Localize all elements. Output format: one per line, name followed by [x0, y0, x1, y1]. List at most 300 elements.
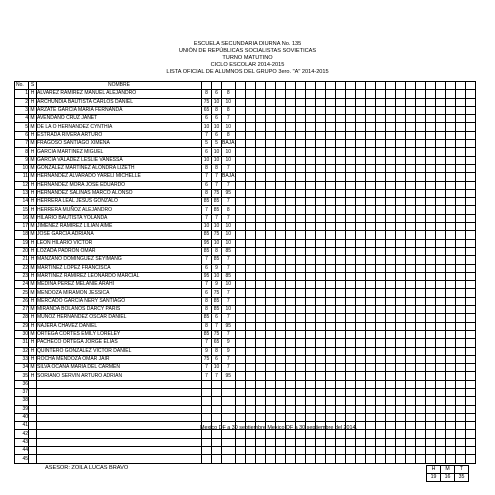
empty-cell [365, 405, 375, 413]
empty-cell [325, 173, 335, 181]
empty-cell [345, 214, 355, 222]
empty-cell [345, 364, 355, 372]
empty-cell [325, 247, 335, 255]
empty-cell [395, 339, 405, 347]
empty-cell [435, 164, 445, 172]
row-grade-3: 9 [222, 339, 236, 347]
empty-cell [355, 148, 365, 156]
table-row [15, 148, 476, 156]
empty-cell [345, 297, 355, 305]
empty-cell [255, 247, 265, 255]
table-row [15, 106, 476, 114]
empty-cell [315, 231, 325, 239]
empty-cell [345, 223, 355, 231]
row-sex: H [29, 297, 37, 305]
empty-cell [285, 347, 295, 355]
empty-cell [275, 98, 285, 106]
empty-cell [365, 397, 375, 405]
empty-cell [325, 447, 335, 455]
empty-cell [345, 430, 355, 438]
empty-cell [305, 140, 315, 148]
row-grade-3: 95 [222, 189, 236, 197]
empty-cell [465, 281, 475, 289]
table-row [15, 289, 476, 297]
empty-cell [415, 455, 425, 463]
row-grade-2: 7 [212, 322, 222, 330]
row-number: 45 [15, 455, 29, 463]
row-sex [29, 430, 37, 438]
table-row [15, 330, 476, 338]
empty-cell [365, 380, 375, 388]
empty-cell [375, 106, 385, 114]
empty-cell [355, 339, 365, 347]
empty-cell [395, 380, 405, 388]
empty-cell [305, 131, 315, 139]
empty-cell [285, 314, 295, 322]
empty-cell [425, 198, 435, 206]
empty-cell [355, 131, 365, 139]
empty-cell [265, 156, 275, 164]
empty-cell [355, 206, 365, 214]
empty-cell [305, 388, 315, 396]
empty-cell [385, 206, 395, 214]
table-row [15, 181, 476, 189]
empty-cell [295, 198, 305, 206]
header-empty-cell [245, 82, 255, 90]
empty-cell [315, 430, 325, 438]
table-row [15, 364, 476, 372]
empty-cell [245, 123, 255, 131]
table-row [15, 239, 476, 247]
empty-cell [295, 272, 305, 280]
empty-cell [295, 405, 305, 413]
empty-cell [235, 347, 245, 355]
row-student-name [37, 422, 202, 430]
table-row [15, 297, 476, 305]
empty-cell [375, 256, 385, 264]
empty-cell [275, 380, 285, 388]
empty-cell [335, 98, 345, 106]
empty-cell [285, 330, 295, 338]
empty-cell [375, 339, 385, 347]
empty-cell [465, 297, 475, 305]
row-student-name: LOZADA PADRON OMAR [37, 247, 202, 255]
empty-cell [275, 339, 285, 347]
empty-cell [255, 256, 265, 264]
empty-cell [365, 156, 375, 164]
empty-cell [305, 455, 315, 463]
empty-cell [335, 413, 345, 421]
empty-cell [415, 189, 425, 197]
empty-cell [295, 98, 305, 106]
empty-cell [295, 140, 305, 148]
empty-cell [415, 98, 425, 106]
empty-cell [405, 339, 415, 347]
empty-cell [325, 164, 335, 172]
row-grade-2: 75 [212, 330, 222, 338]
empty-cell [375, 140, 385, 148]
empty-cell [415, 322, 425, 330]
empty-cell [245, 247, 255, 255]
empty-cell [255, 447, 265, 455]
empty-cell [315, 214, 325, 222]
empty-cell [255, 173, 265, 181]
empty-cell [445, 347, 455, 355]
row-grade-3: BAJA [222, 173, 235, 180]
empty-cell [445, 98, 455, 106]
empty-cell [245, 289, 255, 297]
empty-cell [465, 438, 475, 446]
empty-cell [435, 422, 445, 430]
empty-cell [405, 322, 415, 330]
row-grade-1: 85 [202, 247, 212, 255]
empty-cell [465, 322, 475, 330]
empty-cell [255, 148, 265, 156]
table-row [15, 322, 476, 330]
empty-cell [315, 164, 325, 172]
empty-cell [455, 355, 465, 363]
empty-cell [425, 422, 435, 430]
empty-cell [435, 264, 445, 272]
empty-cell [375, 173, 385, 181]
row-number: 23 [15, 272, 29, 280]
empty-cell [465, 115, 475, 123]
empty-cell [455, 413, 465, 421]
empty-cell [435, 247, 445, 255]
empty-cell [405, 256, 415, 264]
empty-cell [435, 206, 445, 214]
empty-cell [455, 123, 465, 131]
header-empty-cell [415, 82, 425, 90]
empty-cell [415, 106, 425, 114]
empty-cell [285, 198, 295, 206]
empty-cell [445, 239, 455, 247]
empty-cell [315, 405, 325, 413]
row-sex: H [29, 372, 37, 380]
empty-cell [265, 397, 275, 405]
row-student-name [37, 413, 202, 421]
empty-cell [345, 355, 355, 363]
empty-cell [455, 322, 465, 330]
empty-cell [285, 140, 295, 148]
empty-cell [385, 364, 395, 372]
empty-cell [335, 289, 345, 297]
row-grade-2 [212, 397, 222, 405]
row-number: 30 [15, 330, 29, 338]
totals-value-row [427, 474, 469, 482]
empty-cell [435, 256, 445, 264]
empty-cell [295, 239, 305, 247]
empty-cell [265, 297, 275, 305]
totals-header-t: T [455, 466, 469, 474]
row-number: 40 [15, 413, 29, 421]
empty-cell [445, 339, 455, 347]
empty-cell [345, 413, 355, 421]
empty-cell [335, 405, 345, 413]
row-grade-2: 7 [212, 214, 222, 222]
empty-cell [385, 123, 395, 131]
empty-cell [445, 247, 455, 255]
empty-cell [235, 106, 245, 114]
empty-cell [335, 447, 345, 455]
row-grade-2: 7 [212, 181, 222, 189]
empty-cell [295, 322, 305, 330]
empty-cell [425, 123, 435, 131]
empty-cell [235, 405, 245, 413]
empty-cell [395, 306, 405, 314]
row-number: 3 [15, 106, 29, 114]
row-number: 25 [15, 289, 29, 297]
empty-cell [265, 306, 275, 314]
empty-cell [315, 413, 325, 421]
empty-cell [335, 123, 345, 131]
empty-cell [325, 413, 335, 421]
empty-cell [405, 364, 415, 372]
empty-cell [375, 422, 385, 430]
empty-cell [275, 388, 285, 396]
empty-cell [445, 380, 455, 388]
empty-cell [395, 347, 405, 355]
header-empty-cell [315, 82, 325, 90]
empty-cell [235, 413, 245, 421]
empty-cell [235, 388, 245, 396]
empty-cell [445, 438, 455, 446]
empty-cell [285, 388, 295, 396]
empty-cell [385, 148, 395, 156]
empty-cell [445, 214, 455, 222]
empty-cell [265, 140, 275, 148]
empty-cell [365, 148, 375, 156]
row-grade-2 [212, 405, 222, 413]
empty-cell [275, 314, 285, 322]
empty-cell [375, 289, 385, 297]
empty-cell [415, 330, 425, 338]
table-row [15, 115, 476, 123]
empty-cell [385, 297, 395, 305]
empty-cell [345, 231, 355, 239]
empty-cell [425, 247, 435, 255]
empty-cell [315, 223, 325, 231]
empty-cell [425, 455, 435, 463]
empty-cell [365, 281, 375, 289]
empty-cell [445, 322, 455, 330]
header-empty-cell [325, 82, 335, 90]
row-sex [29, 397, 37, 405]
empty-cell [255, 272, 265, 280]
empty-cell [435, 297, 445, 305]
empty-cell [425, 148, 435, 156]
empty-cell [235, 430, 245, 438]
empty-cell [415, 388, 425, 396]
empty-cell [345, 272, 355, 280]
row-sex: H [29, 322, 37, 330]
empty-cell [315, 123, 325, 131]
empty-cell [355, 173, 365, 181]
empty-cell [375, 214, 385, 222]
empty-cell [335, 173, 345, 181]
empty-cell [315, 181, 325, 189]
empty-cell [375, 347, 385, 355]
row-sex: M [30, 331, 35, 338]
empty-cell [245, 214, 255, 222]
empty-cell [375, 206, 385, 214]
empty-cell [325, 156, 335, 164]
row-student-name: MUÑOZ HERNANDEZ OSCAR DANIEL [37, 314, 202, 322]
empty-cell [415, 206, 425, 214]
row-number: 22 [15, 264, 29, 272]
empty-cell [315, 239, 325, 247]
school-name: ESCUELA SECUNDARIA DIURNA No. 135 [193, 41, 302, 47]
empty-cell [365, 247, 375, 255]
empty-cell [415, 140, 425, 148]
empty-cell [245, 380, 255, 388]
row-number: 32 [15, 347, 29, 355]
row-grade-3: 95 [222, 322, 236, 330]
empty-cell [435, 189, 445, 197]
row-sex: H [29, 247, 37, 255]
row-grade-1: 10 [202, 223, 212, 231]
table-row [15, 380, 476, 388]
empty-cell [385, 198, 395, 206]
header-empty-cell [255, 82, 265, 90]
row-sex: H [29, 131, 37, 139]
empty-cell [265, 372, 275, 380]
table-row [15, 140, 476, 148]
empty-cell [455, 173, 465, 181]
empty-cell [425, 156, 435, 164]
row-grade-3: 7 [222, 289, 236, 297]
header-empty-cell [385, 82, 395, 90]
empty-cell [305, 256, 315, 264]
empty-cell [395, 455, 405, 463]
empty-cell [245, 256, 255, 264]
empty-cell [245, 330, 255, 338]
row-sex: M [30, 173, 35, 180]
empty-cell [425, 98, 435, 106]
empty-cell [375, 405, 385, 413]
empty-cell [395, 447, 405, 455]
empty-cell [365, 223, 375, 231]
row-sex [29, 422, 37, 430]
empty-cell [275, 330, 285, 338]
empty-cell [445, 364, 455, 372]
empty-cell [275, 198, 285, 206]
row-student-name: JOSE GARCIA ADRIANA [37, 231, 202, 239]
empty-cell [465, 131, 475, 139]
empty-cell [465, 364, 475, 372]
header-empty-cell [425, 82, 435, 90]
empty-cell [385, 281, 395, 289]
row-sex: M [30, 231, 35, 238]
empty-cell [295, 388, 305, 396]
totals-header-row [427, 466, 469, 474]
empty-cell [315, 364, 325, 372]
empty-cell [365, 140, 375, 148]
empty-cell [275, 438, 285, 446]
empty-cell [405, 397, 415, 405]
empty-cell [315, 397, 325, 405]
empty-cell [445, 297, 455, 305]
empty-cell [465, 256, 475, 264]
empty-cell [305, 106, 315, 114]
row-sex: M [30, 165, 35, 172]
row-sex: M [30, 123, 35, 130]
empty-cell [455, 388, 465, 396]
empty-cell [255, 198, 265, 206]
empty-cell [355, 347, 365, 355]
empty-cell [305, 314, 315, 322]
empty-cell [355, 388, 365, 396]
empty-cell [305, 322, 315, 330]
empty-cell [295, 247, 305, 255]
empty-cell [445, 189, 455, 197]
empty-cell [365, 347, 375, 355]
empty-cell [235, 239, 245, 247]
row-sex: H [29, 347, 37, 355]
empty-cell [265, 115, 275, 123]
empty-cell [375, 189, 385, 197]
row-number: 1 [15, 90, 29, 98]
header-empty-cell [395, 82, 405, 90]
empty-cell [245, 231, 255, 239]
empty-cell [395, 289, 405, 297]
empty-cell [255, 405, 265, 413]
empty-cell [385, 214, 395, 222]
empty-cell [385, 256, 395, 264]
empty-cell [275, 322, 285, 330]
empty-cell [465, 223, 475, 231]
empty-cell [405, 90, 415, 98]
empty-cell [245, 173, 255, 181]
empty-cell [255, 131, 265, 139]
empty-cell [445, 372, 455, 380]
empty-cell [435, 372, 445, 380]
empty-cell [325, 380, 335, 388]
empty-cell [435, 306, 445, 314]
empty-cell [455, 181, 465, 189]
empty-cell [335, 314, 345, 322]
empty-cell [455, 372, 465, 380]
empty-cell [465, 388, 475, 396]
empty-cell [325, 98, 335, 106]
empty-cell [375, 306, 385, 314]
empty-cell [315, 189, 325, 197]
empty-cell [385, 405, 395, 413]
empty-cell [395, 364, 405, 372]
row-grade-2: 10 [212, 223, 222, 231]
empty-cell [375, 131, 385, 139]
empty-cell [305, 430, 315, 438]
empty-cell [245, 223, 255, 231]
empty-cell [445, 115, 455, 123]
empty-cell [315, 380, 325, 388]
empty-cell [325, 289, 335, 297]
empty-cell [465, 239, 475, 247]
empty-cell [365, 355, 375, 363]
totals-value-m: 16 [441, 474, 455, 482]
row-student-name [37, 430, 202, 438]
header-empty-cell [335, 82, 345, 90]
empty-cell [365, 330, 375, 338]
empty-cell [375, 98, 385, 106]
row-student-name: ARCHUNDIA BAUTISTA CARLOS DANIEL [37, 98, 202, 106]
empty-cell [235, 306, 245, 314]
empty-cell [375, 380, 385, 388]
empty-cell [275, 355, 285, 363]
empty-cell [305, 339, 315, 347]
empty-cell [265, 314, 275, 322]
empty-cell [435, 388, 445, 396]
